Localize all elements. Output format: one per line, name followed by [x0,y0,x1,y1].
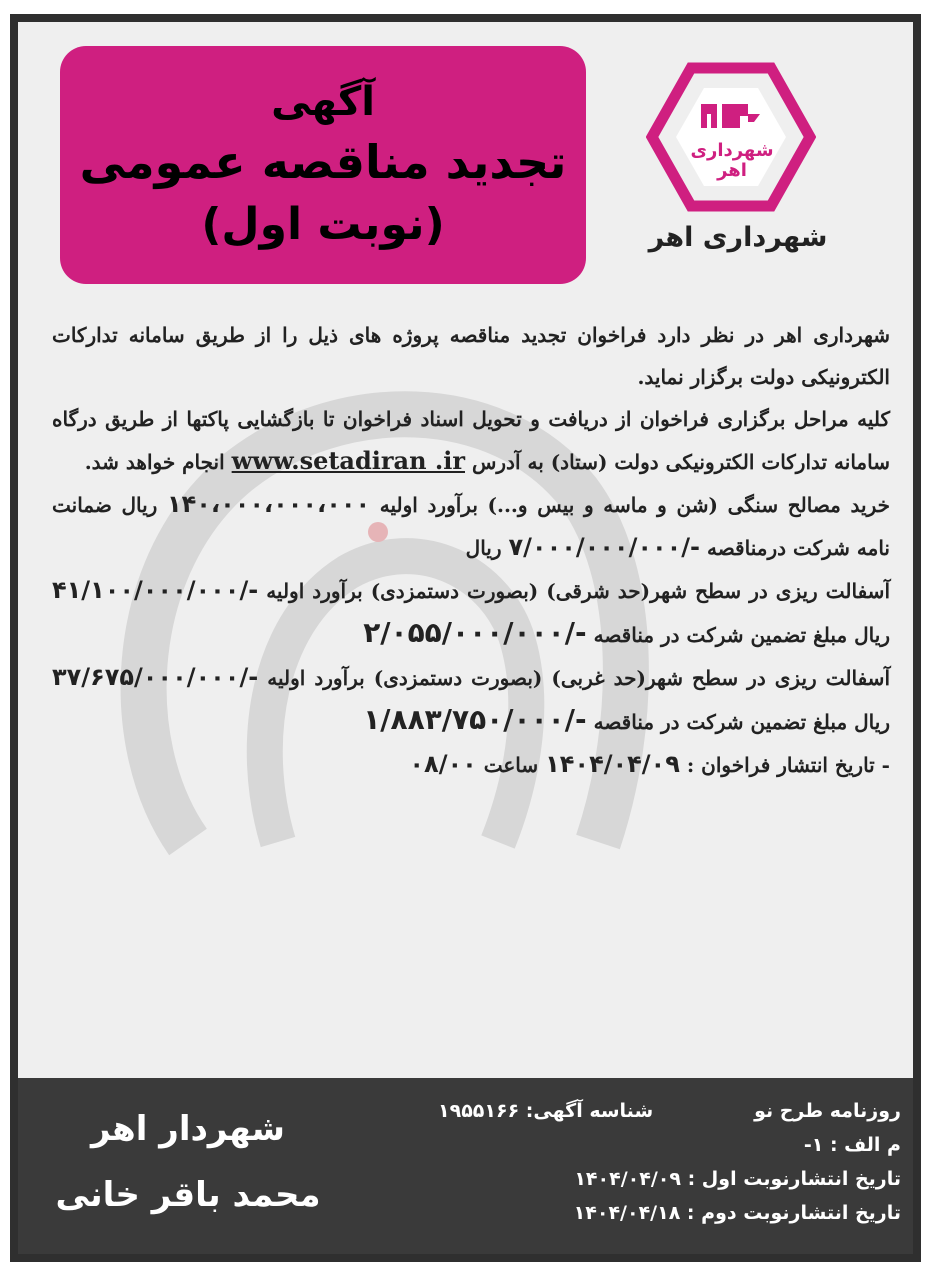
signature-block [48,1096,328,1228]
intro-paragraph: شهرداری اهر در نظر دارد فراخوان تجدید مناقصه پروژه های ذیل را از طریق سامانه تدارکات الکترونیکی دولت برگزار نماید. [52,323,890,389]
item-2-guarantee: -/۲/۰۵۵/۰۰۰/۰۰۰ [363,616,587,649]
stages-paragraph [52,398,890,483]
item-3-guarantee-label: ریال مبلغ تضمین شرکت در مناقصه [593,710,890,734]
footer [18,1078,913,1254]
ahar-municipality-logo-icon [646,62,816,212]
item-1-text: خرید مصالح سنگی (شن و ماسه و بیس و...) برآورد اولیه [379,493,891,517]
title-line-3: (نوبت اول) [201,199,445,250]
first-publish-date: تاریخ انتشارنوبت اول : ۱۴۰۴/۰۴/۰۹ [574,1168,901,1190]
item-1-estimate: ۱۴۰،۰۰۰،۰۰۰،۰۰۰ [167,490,371,518]
signer-name: محمد باقر خانی [55,1175,321,1215]
title-box [60,46,586,284]
item-1-currency: ریال [465,536,502,560]
item-3-guarantee: -/۱/۸۸۳/۷۵۰/۰۰۰ [363,703,587,736]
website-link[interactable]: www.setadiran .ir [231,446,465,475]
org-name: شهرداری اهر [648,222,828,253]
title-line-1: آگهی [271,79,375,125]
item-3 [52,656,890,743]
publish-label: - تاریخ انتشار فراخوان : [686,753,890,777]
item-1-guarantee-label: ریال ضمانت نامه شرکت درمناقصه [52,493,890,560]
publish-time: ۰۸/۰۰ [409,750,477,778]
item-2-text: آسفالت ریزی در سطح شهر(حد شرقی) (بصورت دستمزدی) برآورد اولیه [266,579,890,603]
signer-title: شهردار اهر [91,1109,285,1149]
stages-text: کلیه مراحل برگزاری فراخوان از دریافت و تحویل اسناد فراخوان تا بازگشایی پاکتها از طریق درگاه سامانه تدارکات الکترونیکی دولت (ستاد) به آدرس [52,407,890,474]
stages-end: انجام خواهد شد. [84,450,225,474]
item-3-text: آسفالت ریزی در سطح شهر(حد غربی) (بصورت دستمزدی) برآورد اولیه [267,666,891,690]
logo-text-line-1: شهرداری [690,140,774,161]
logo-text-line-2: اهر [717,160,747,181]
title-line-2: تجدید مناقصه عمومی [79,135,567,189]
newspaper-name: روزنامه طرح نو [754,1100,901,1122]
item-2 [52,569,890,656]
second-publish-date: تاریخ انتشارنوبت دوم : ۱۴۰۴/۰۴/۱۸ [573,1202,901,1224]
item-3-estimate: -/۳۷/۶۷۵/۰۰۰/۰۰۰ [52,663,259,691]
publish-line [52,743,890,786]
ad-frame [10,14,921,1262]
ad-id: شناسه آگهی: ۱۹۵۵۱۶۶ [438,1100,654,1122]
publish-time-label: ساعت [483,753,539,777]
publish-date: ۱۴۰۴/۰۴/۰۹ [545,750,680,778]
ad-code: م الف : ۱- [803,1134,901,1156]
item-2-estimate: -/۴۱/۱۰۰/۰۰۰/۰۰۰ [52,576,259,604]
item-1 [52,483,890,569]
item-2-guarantee-label: ریال مبلغ تضمین شرکت در مناقصه [593,623,890,647]
ad-body [52,314,890,786]
item-1-guarantee: -/۷/۰۰۰/۰۰۰/۰۰۰ [508,533,701,561]
